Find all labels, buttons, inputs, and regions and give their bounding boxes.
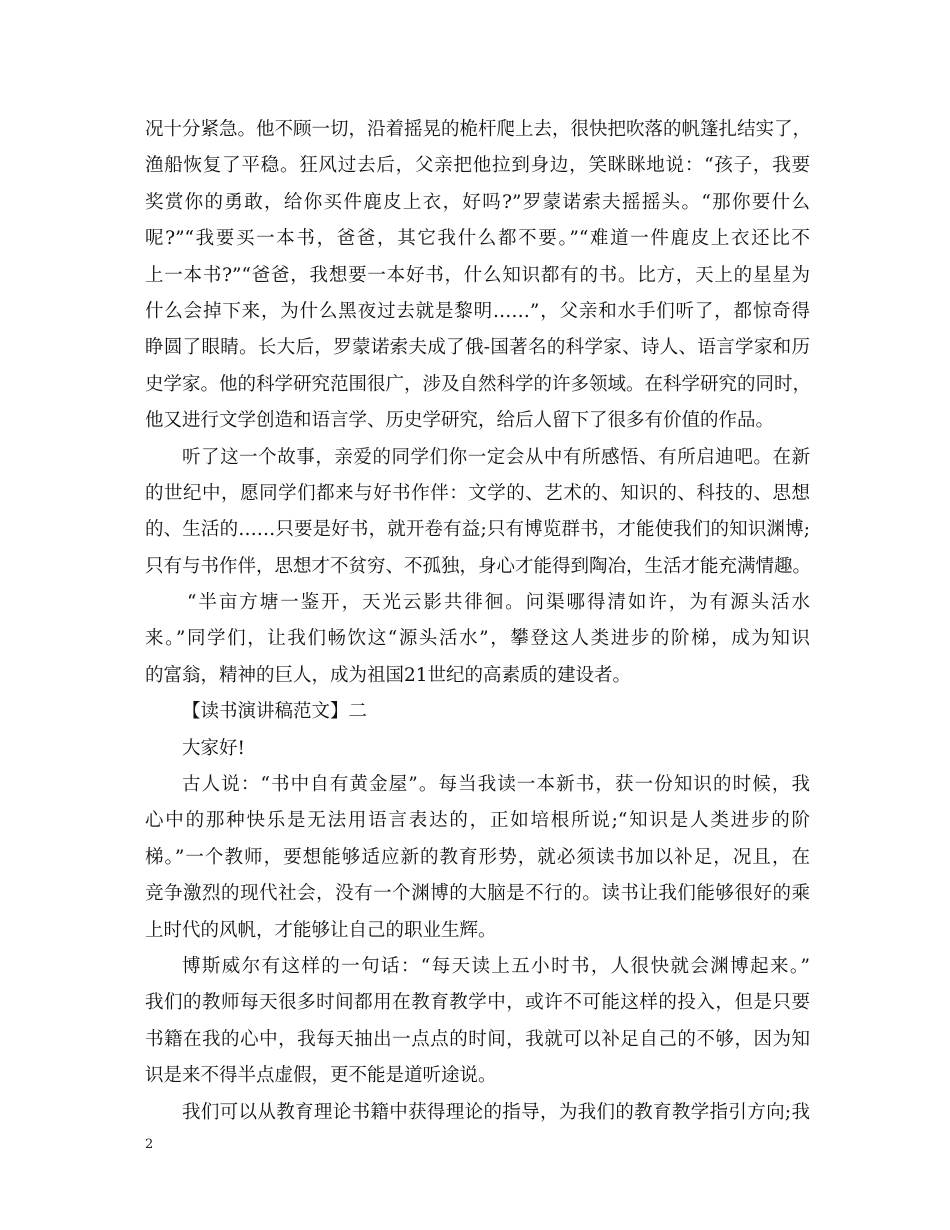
greeting	[145, 731, 810, 767]
text-line: 古人说：“书中自有黄金屋”。每当我读一本新书，获一份知识的时候，我	[182, 774, 810, 796]
text-line: 梯。”一个教师，要想能够适应新的教育形势，就必须读书加以补足，况且，在	[145, 846, 810, 868]
text-line: 什么会掉下来，为什么黑夜过去就是黎明……”，父亲和水手们听了，都惊奇得	[145, 300, 810, 322]
paragraph-poem-quote	[145, 585, 810, 694]
text-line: 博斯威尔有这样的一句话：“每天读上五小时书，人很快就会渊博起来。”	[182, 955, 810, 977]
paragraph-boswell	[145, 949, 810, 1095]
text-line: 史学家。他的科学研究范围很广，涉及自然科学的许多领域。在科学研究的同时，	[145, 373, 812, 395]
text-line: 来。”同学们，让我们畅饮这“源头活水”，攀登这人类进步的阶梯，成为知识	[145, 628, 810, 650]
text-line: 的世纪中，愿同学们都来与好书作伴：文学的、艺术的、知识的、科技的、思想	[145, 482, 810, 504]
text-line: 听了这一个故事，亲爱的同学们你一定会从中有所感悟、有所启迪吧。在新	[182, 446, 810, 468]
text-line: 睁圆了眼睛。长大后，罗蒙诺索夫成了俄-国著名的科学家、诗人、语言学家和历	[145, 337, 810, 359]
text-line: “半亩方塘一鉴开，天光云影共徘徊。问渠哪得清如许，为有源头活水	[187, 592, 810, 614]
page-number: 2	[145, 1137, 154, 1152]
text-line: 上时代的风帆，才能够让自己的职业生辉。	[145, 919, 497, 941]
text-line: 书籍在我的心中，我每天抽出一点点的时间，我就可以补足自己的不够，因为知	[145, 1028, 810, 1050]
text-line: 的、生活的……只要是好书，就开卷有益;只有博览群书，才能使我们的知识渊博;	[145, 519, 810, 541]
greeting-line: 大家好!	[182, 737, 245, 759]
paragraph-theory	[145, 1095, 810, 1131]
text-line: 心中的那种快乐是无法用语言表达的，正如培根所说;“知识是人类进步的阶	[145, 810, 810, 832]
section-heading-two	[145, 694, 810, 730]
text-line: 我们的教师每天很多时间都用在教育教学中，或许不可能这样的投入，但是只要	[145, 992, 810, 1014]
text-line: 我们可以从教育理论书籍中获得理论的指导，为我们的教育教学指引方向;我	[182, 1101, 810, 1123]
paragraph-story-end	[145, 112, 810, 440]
paragraph-gold-house	[145, 767, 810, 949]
paragraph-story-moral	[145, 440, 810, 586]
text-line: 况十分紧急。他不顾一切，沿着摇晃的桅杆爬上去，很快把吹落的帆篷扎结实了，	[145, 119, 812, 140]
text-line: 渔船恢复了平稳。狂风过去后，父亲把他拉到身边，笑眯眯地说：“孩子，我要	[145, 155, 810, 177]
section-heading: 【读书演讲稿范文】二	[182, 701, 368, 723]
text-line: 他又进行文学创造和语言学、历史学研究，给后人留下了很多有价值的作品。	[145, 410, 775, 432]
text-line: 识是来不得半点虚假，更不能是道听途说。	[145, 1065, 497, 1087]
text-line: 上一本书?”“爸爸，我想要一本好书，什么知识都有的书。比方，天上的星星为	[145, 264, 810, 286]
text-line: 只有与书作伴，思想才不贫穷、不孤独，身心才能得到陶冶，生活才能充满情趣。	[145, 555, 812, 577]
text-line: 的富翁，精神的巨人，成为祖国21世纪的高素质的建设者。	[145, 664, 632, 686]
text-line: 呢?”“我要买一本书，爸爸，其它我什么都不要。”“难道一件鹿皮上衣还比不	[145, 228, 810, 250]
text-line: 竞争激烈的现代社会，没有一个渊博的大脑是不行的。读书让我们能够很好的乘	[145, 883, 810, 905]
document-body	[145, 112, 810, 1131]
text-line: 奖赏你的勇敢，给你买件鹿皮上衣，好吗?”罗蒙诺索夫摇摇头。“那你要什么	[145, 191, 810, 213]
